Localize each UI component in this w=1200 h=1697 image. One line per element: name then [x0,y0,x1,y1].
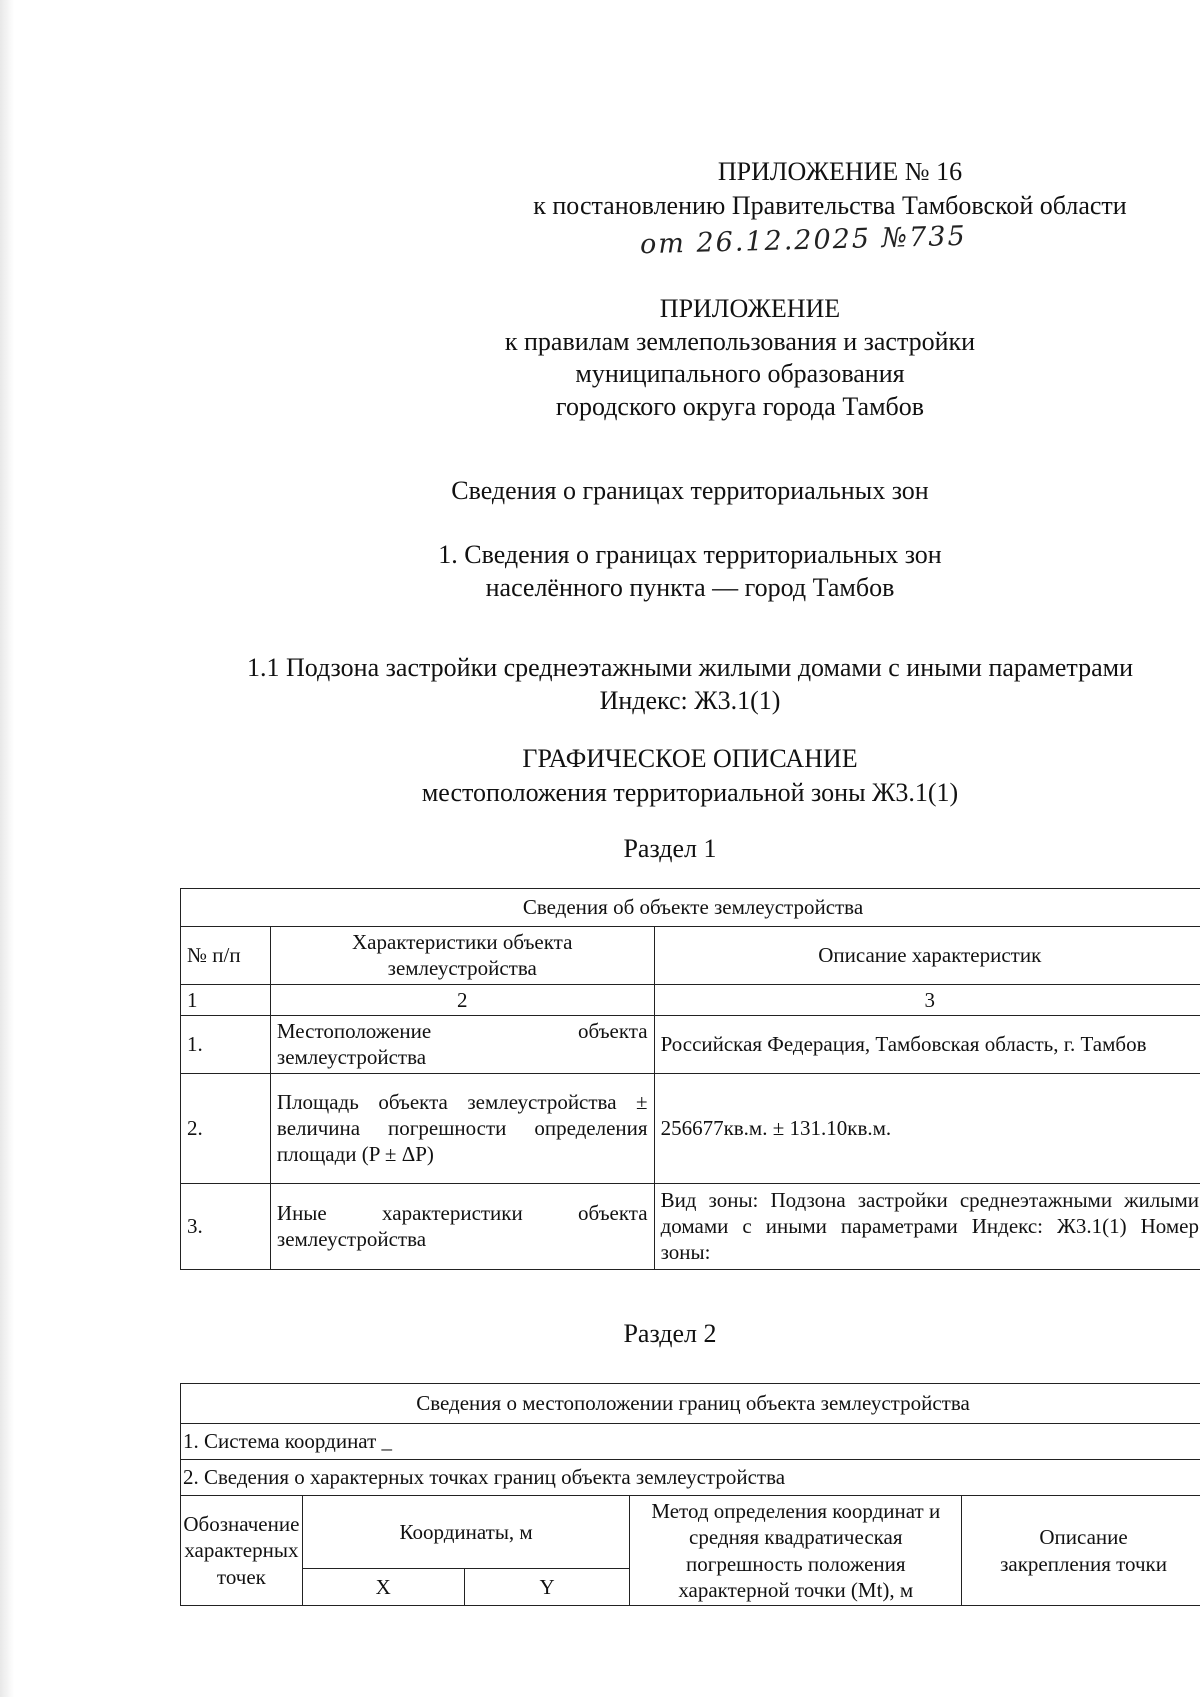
column-number-3: 3 [654,984,1200,1015]
fixing-header: Описание закрепления точки [962,1496,1200,1606]
row-number: 1. [181,1015,271,1073]
row-characteristic: Площадь объекта землеустройства ± величина погрешности определения площади (P ± ΔP) [270,1073,654,1183]
row-value: Вид зоны: Подзона застройки среднеэтажными жилыми домами с иными параметрами Индекс: Ж3.1(1) Номер зоны: [654,1183,1200,1269]
designation-header: Обозначение характерных точек [181,1496,303,1606]
section-1-heading [360,538,1020,604]
subzone-heading [170,651,1200,717]
row-number: 3. [181,1183,271,1269]
points-info-title: 2. Сведения о характерных точках границ объекта землеустройства [181,1460,1200,1496]
decree-reference: к постановлению Правительства Тамбовской области [533,190,1127,220]
razdel-1-text: Раздел 1 [623,834,717,863]
row-characteristic: Иные характеристики объекта землеустройства [270,1183,654,1269]
column-number-1: 1 [181,984,271,1015]
section-1-line-1: 1. Сведения о границах территориальных зон [438,540,942,569]
x-header: X [302,1569,464,1606]
object-info-table [180,888,1200,1270]
razdel-2-text: Раздел 2 [623,1319,717,1348]
coordinates-header: Координаты, м [302,1496,630,1569]
y-header: Y [464,1569,630,1606]
section-1-line-2: населённого пункта — город Тамбов [485,573,895,603]
method-header: Метод определения координат и средняя квадратическая погрешность положения характерной точки (Mt), м [630,1496,962,1606]
row-number: 2. [181,1073,271,1183]
table-row [181,1183,1200,1269]
graphic-description-heading [330,742,1050,810]
appendix-title: ПРИЛОЖЕНИЕ [659,294,841,323]
zones-heading [380,474,1000,508]
row-value: 256677кв.м. ± 131.10кв.м. [654,1073,1200,1183]
scan-edge [0,0,14,1697]
graphic-title: ГРАФИЧЕСКОЕ ОПИСАНИЕ [522,744,858,773]
coordinate-system: 1. Система координат _ [181,1424,1200,1460]
subzone-index: Индекс: Ж3.1(1) [599,686,781,716]
graphic-subtitle: местоположения территориальной зоны Ж3.1(1) [421,777,959,807]
header-characteristics: Характеристики объекта землеустройства [270,927,654,985]
object-info-table-title: Сведения об объекте землеустройства [181,889,1200,927]
subzone-line-1: 1.1 Подзона застройки среднеэтажными жилыми домами с иными параметрами [246,653,1134,682]
decree-header [490,155,1170,223]
appendix-line-1: к правилам землепользования и застройки [504,326,976,356]
table-row [181,1073,1200,1183]
appendix-line-2: муниципального образования [575,359,905,388]
header-number: № п/п [181,927,271,985]
boundary-location-table [180,1383,1200,1606]
boundary-table-title: Сведения о местоположении границ объекта землеустройства [181,1384,1200,1424]
appendix-number: ПРИЛОЖЕНИЕ № 16 [717,157,963,186]
razdel-1-heading [560,832,780,866]
handwritten-date-number: от 26.12.2025 №735 [639,220,968,261]
table-row [181,1015,1200,1073]
zones-heading-text: Сведения о границах территориальных зон [451,476,929,505]
row-value: Российская Федерация, Тамбовская область, г. Тамбов [654,1015,1200,1073]
column-number-2: 2 [270,984,654,1015]
appendix-block [450,293,1030,423]
row-characteristic: Местоположение объекта землеустройства [270,1015,654,1073]
header-description: Описание характеристик [654,927,1200,985]
appendix-line-3: городского округа города Тамбов [555,391,925,421]
razdel-2-heading [560,1317,780,1351]
